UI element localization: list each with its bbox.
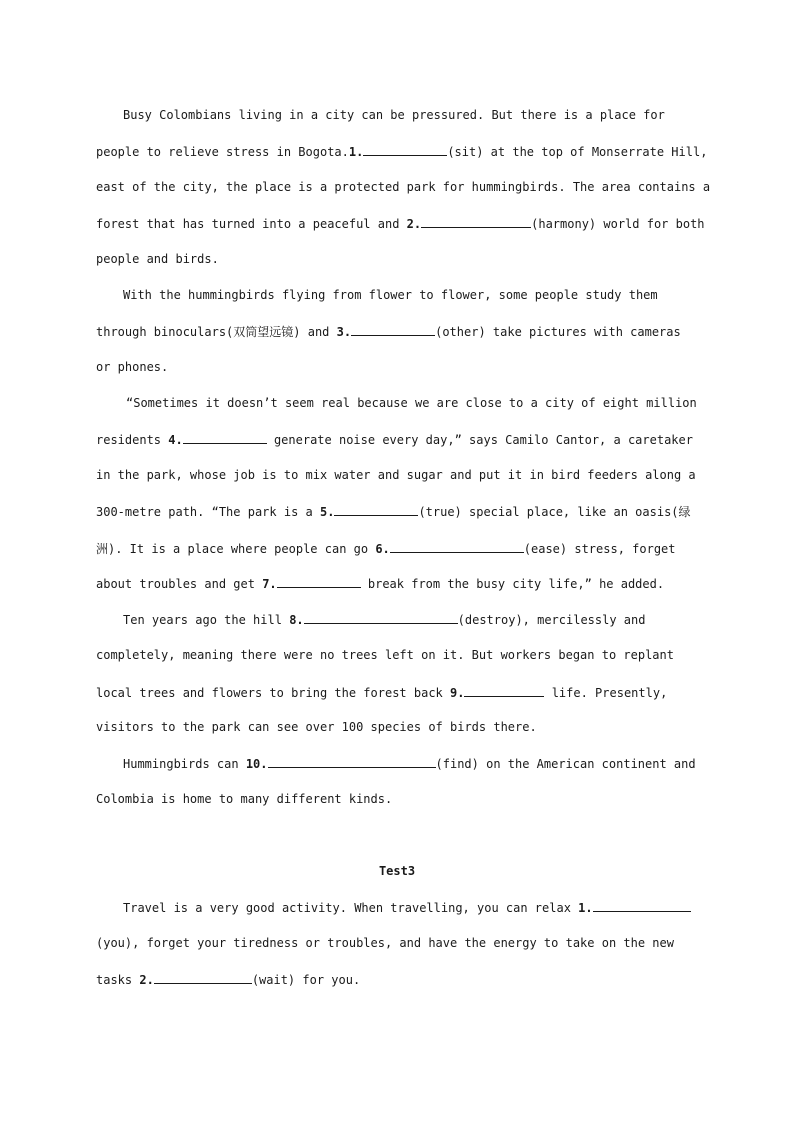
question-number: 2. <box>139 973 154 987</box>
passage-text: people to relieve stress in Bogota. <box>96 145 349 159</box>
answer-blank[interactable] <box>390 540 524 553</box>
answer-blank[interactable] <box>464 684 544 697</box>
answer-blank[interactable] <box>183 431 267 444</box>
passage-line <box>96 503 691 519</box>
question-number: 1. <box>348 145 364 159</box>
answer-blank[interactable] <box>363 143 447 156</box>
passage-text: generate noise every day,” says Camilo Cantor, a caretaker <box>273 433 693 447</box>
passage-line <box>96 971 692 987</box>
answer-blank[interactable] <box>268 755 436 768</box>
passage-text: through binoculars(双筒望远镜) and <box>96 325 330 339</box>
answer-blank[interactable] <box>593 899 691 912</box>
passage-text: Hummingbirds can <box>123 757 239 771</box>
passage-text: Ten years ago the hill <box>123 613 282 627</box>
passage-line <box>96 251 692 267</box>
passage-line <box>96 395 697 411</box>
passage-text: Busy Colombians living in a city can be pressured. But there is a place for <box>123 108 665 122</box>
passage-text: 洲). It is a place where people can go <box>96 542 369 556</box>
passage-text: or phones. <box>96 360 169 374</box>
answer-blank[interactable] <box>154 971 252 984</box>
answer-blank[interactable] <box>334 503 418 516</box>
answer-blank[interactable] <box>304 611 458 624</box>
passage-text: residents <box>96 433 162 447</box>
passage-text: (wait) for you. <box>251 973 361 987</box>
passage-line <box>96 684 668 700</box>
passage-line <box>96 935 674 951</box>
passage-text: (find) on the American continent and <box>435 757 696 771</box>
passage-text: (harmony) world for both <box>531 217 705 231</box>
passage-text: in the park, whose job is to mix water and sugar and put it in bird feeders along a <box>96 468 696 482</box>
passage-text: visitors to the park can see over 100 species of birds there. <box>96 720 537 734</box>
answer-blank[interactable] <box>351 323 435 336</box>
passage-line <box>96 215 705 231</box>
passage-text: east of the city, the place is a protected park for hummingbirds. The area contains a <box>96 180 711 194</box>
passage-line <box>96 719 692 735</box>
passage-text: completely, meaning there were no trees left on it. But workers began to replant <box>96 648 674 662</box>
passage-text: Colombia is home to many different kinds. <box>96 792 393 806</box>
passage-line <box>123 755 696 771</box>
question-number: 4. <box>168 433 183 447</box>
passage-text: local trees and flowers to bring the forest back <box>96 686 443 700</box>
passage-text: “Sometimes it doesn’t seem real because we are close to a city of eight million <box>126 396 697 410</box>
passage-text: tasks <box>96 973 133 987</box>
passage-text: (sit) at the top of Monserrate Hill, <box>447 145 708 159</box>
passage-text: life. Presently, <box>551 686 668 700</box>
passage-line <box>123 899 678 915</box>
passage-text: people and birds. <box>96 252 219 266</box>
passage-line <box>96 467 696 483</box>
question-number: 8. <box>289 613 304 627</box>
passage-text: (you), forget your tiredness or troubles, and have the energy to take on the new <box>96 936 674 950</box>
passage-line <box>96 179 711 195</box>
passage-line <box>123 287 692 303</box>
passage-text: (ease) stress, forget <box>523 542 676 556</box>
passage-text: With the hummingbirds flying from flower to flower, some people study them <box>123 288 658 302</box>
passage-line <box>96 359 692 375</box>
question-number: 10. <box>245 757 268 771</box>
passage-line <box>123 611 646 627</box>
passage-line <box>96 647 674 663</box>
question-number: 3. <box>336 325 352 339</box>
question-number: 1. <box>578 901 593 915</box>
passage-line <box>96 143 708 159</box>
question-number: 7. <box>262 577 277 591</box>
question-number: 5. <box>319 505 335 519</box>
passage-text: (other) take pictures with cameras <box>435 325 681 339</box>
question-number: 9. <box>450 686 465 700</box>
passage-line <box>96 323 681 339</box>
passage-text: 300-metre path. “The park is a <box>96 505 313 519</box>
passage-line <box>96 791 692 807</box>
passage-text: Travel is a very good activity. When travelling, you can relax <box>123 901 571 915</box>
passage-line <box>123 107 692 123</box>
answer-blank[interactable] <box>277 575 361 588</box>
question-number: 6. <box>375 542 390 556</box>
passage-line <box>96 540 676 556</box>
passage-text: about troubles and get <box>96 577 255 591</box>
passage-line <box>96 575 692 591</box>
passage-text: forest that has turned into a peaceful and <box>96 217 400 231</box>
passage-text: (destroy), mercilessly and <box>457 613 646 627</box>
section-title: Test3 <box>378 864 416 878</box>
passage-text: (true) special place, like an oasis(绿 <box>418 505 691 519</box>
passage-line <box>96 431 693 447</box>
answer-blank[interactable] <box>421 215 531 228</box>
question-number: 2. <box>406 217 422 231</box>
passage-text: break from the busy city life,” he added. <box>367 577 665 591</box>
